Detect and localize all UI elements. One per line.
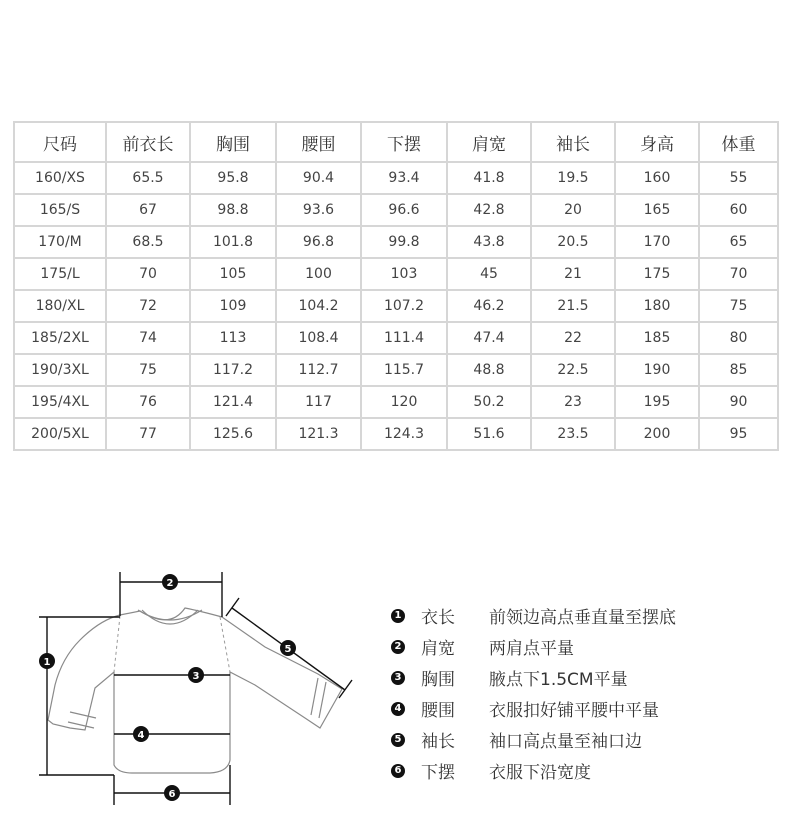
- left-cuff: [68, 712, 96, 728]
- column-header: 下摆: [361, 122, 447, 162]
- table-cell: 75: [106, 354, 190, 386]
- garment-outline: [48, 608, 342, 773]
- table-cell: 111.4: [361, 322, 447, 354]
- table-row: [14, 386, 778, 418]
- table-cell: 65: [699, 226, 778, 258]
- column-header: 尺码: [14, 122, 106, 162]
- table-cell: 20.5: [531, 226, 615, 258]
- table-cell: 112.7: [276, 354, 361, 386]
- table-cell: 190/3XL: [14, 354, 106, 386]
- table-cell: 22: [531, 322, 615, 354]
- table-cell: 76: [106, 386, 190, 418]
- size-chart-table: [13, 121, 779, 451]
- table-cell: 200: [615, 418, 699, 450]
- table-cell: 72: [106, 290, 190, 322]
- legend-item: [391, 693, 676, 724]
- legend-name: 袖长: [421, 732, 455, 752]
- legend-name: 下摆: [421, 763, 455, 783]
- legend-number: 2: [391, 640, 405, 654]
- legend-item: [391, 600, 676, 631]
- legend-description: 腋点下1.5CM平量: [489, 670, 628, 690]
- table-cell: 117.2: [190, 354, 276, 386]
- legend-name: 胸围: [421, 670, 455, 690]
- table-cell: 43.8: [447, 226, 531, 258]
- table-cell: 180: [615, 290, 699, 322]
- table-row: [14, 258, 778, 290]
- table-cell: 46.2: [447, 290, 531, 322]
- table-cell: 95: [699, 418, 778, 450]
- table-body: [14, 162, 778, 450]
- legend-name: 肩宽: [421, 639, 455, 659]
- table-cell: 96.6: [361, 194, 447, 226]
- table-cell: 48.8: [447, 354, 531, 386]
- table-cell: 23.5: [531, 418, 615, 450]
- legend-name: 腰围: [421, 701, 455, 721]
- svg-text:5: 5: [284, 644, 292, 655]
- legend-item: [391, 755, 676, 786]
- table-cell: 96.8: [276, 226, 361, 258]
- table-cell: 180/XL: [14, 290, 106, 322]
- svg-text:2: 2: [166, 578, 174, 589]
- legend-description: 袖口高点量至袖口边: [489, 732, 642, 752]
- table-cell: 107.2: [361, 290, 447, 322]
- marker-2: [162, 574, 178, 590]
- legend-item: [391, 662, 676, 693]
- table-cell: 85: [699, 354, 778, 386]
- table-cell: 22.5: [531, 354, 615, 386]
- table-cell: 170: [615, 226, 699, 258]
- table-cell: 21: [531, 258, 615, 290]
- table-cell: 80: [699, 322, 778, 354]
- table-cell: 175: [615, 258, 699, 290]
- table-cell: 90: [699, 386, 778, 418]
- table-header-row: [14, 122, 778, 162]
- table-cell: 100: [276, 258, 361, 290]
- table-cell: 115.7: [361, 354, 447, 386]
- table-cell: 98.8: [190, 194, 276, 226]
- table-cell: 108.4: [276, 322, 361, 354]
- legend-name: 衣长: [421, 608, 455, 628]
- table-row: [14, 354, 778, 386]
- table-cell: 42.8: [447, 194, 531, 226]
- table-cell: 70: [106, 258, 190, 290]
- marker-1: [39, 653, 55, 669]
- table-row: [14, 418, 778, 450]
- table-cell: 113: [190, 322, 276, 354]
- marker-4: [133, 726, 149, 742]
- table-cell: 21.5: [531, 290, 615, 322]
- table-cell: 68.5: [106, 226, 190, 258]
- table-cell: 95.8: [190, 162, 276, 194]
- legend-number: 1: [391, 609, 405, 623]
- right-cuff: [311, 678, 326, 718]
- table-cell: 103: [361, 258, 447, 290]
- table-row: [14, 322, 778, 354]
- table-cell: 165: [615, 194, 699, 226]
- table-cell: 77: [106, 418, 190, 450]
- table-cell: 185: [615, 322, 699, 354]
- table-cell: 65.5: [106, 162, 190, 194]
- column-header: 腰围: [276, 122, 361, 162]
- table-row: [14, 226, 778, 258]
- table-cell: 90.4: [276, 162, 361, 194]
- table-cell: 120: [361, 386, 447, 418]
- table-cell: 93.4: [361, 162, 447, 194]
- right-seam: [220, 617, 230, 672]
- column-header: 体重: [699, 122, 778, 162]
- marker-5: [280, 640, 296, 656]
- column-header: 前衣长: [106, 122, 190, 162]
- legend-number: 6: [391, 764, 405, 778]
- table-cell: 121.3: [276, 418, 361, 450]
- table-cell: 23: [531, 386, 615, 418]
- table-cell: 93.6: [276, 194, 361, 226]
- table-cell: 99.8: [361, 226, 447, 258]
- garment-measurement-diagram: [0, 560, 380, 820]
- table-cell: 50.2: [447, 386, 531, 418]
- legend-description: 两肩点平量: [489, 639, 574, 659]
- left-seam: [114, 616, 120, 672]
- table-cell: 45: [447, 258, 531, 290]
- collar-inner: [142, 610, 198, 624]
- table-row: [14, 290, 778, 322]
- table-cell: 51.6: [447, 418, 531, 450]
- table-cell: 190: [615, 354, 699, 386]
- table-cell: 175/L: [14, 258, 106, 290]
- table-cell: 101.8: [190, 226, 276, 258]
- legend-description: 衣服扣好铺平腰中平量: [489, 701, 659, 721]
- table-cell: 170/M: [14, 226, 106, 258]
- table-cell: 125.6: [190, 418, 276, 450]
- legend-item: [391, 631, 676, 662]
- column-header: 肩宽: [447, 122, 531, 162]
- svg-text:6: 6: [168, 789, 176, 800]
- table-cell: 117: [276, 386, 361, 418]
- marker-6: [164, 785, 180, 801]
- table-cell: 70: [699, 258, 778, 290]
- legend-number: 5: [391, 733, 405, 747]
- table-cell: 185/2XL: [14, 322, 106, 354]
- column-header: 袖长: [531, 122, 615, 162]
- column-header: 胸围: [190, 122, 276, 162]
- table-cell: 55: [699, 162, 778, 194]
- table-cell: 160: [615, 162, 699, 194]
- legend-description: 前领边高点垂直量至摆底: [489, 608, 676, 628]
- table-cell: 124.3: [361, 418, 447, 450]
- table-cell: 160/XS: [14, 162, 106, 194]
- table-cell: 195/4XL: [14, 386, 106, 418]
- table-row: [14, 194, 778, 226]
- svg-text:4: 4: [137, 730, 145, 741]
- table-cell: 200/5XL: [14, 418, 106, 450]
- table-cell: 121.4: [190, 386, 276, 418]
- legend-item: [391, 724, 676, 755]
- legend-number: 4: [391, 702, 405, 716]
- svg-text:1: 1: [43, 657, 51, 668]
- legend-number: 3: [391, 671, 405, 685]
- legend-description: 衣服下沿宽度: [489, 763, 591, 783]
- table-cell: 165/S: [14, 194, 106, 226]
- table-row: [14, 162, 778, 194]
- table-cell: 41.8: [447, 162, 531, 194]
- table-cell: 75: [699, 290, 778, 322]
- table-cell: 19.5: [531, 162, 615, 194]
- table-cell: 47.4: [447, 322, 531, 354]
- marker-3: [188, 667, 204, 683]
- table-cell: 20: [531, 194, 615, 226]
- column-header: 身高: [615, 122, 699, 162]
- table-cell: 60: [699, 194, 778, 226]
- table-cell: 67: [106, 194, 190, 226]
- table-cell: 74: [106, 322, 190, 354]
- table-cell: 105: [190, 258, 276, 290]
- table-cell: 195: [615, 386, 699, 418]
- measurement-legend: [391, 600, 676, 786]
- table-cell: 109: [190, 290, 276, 322]
- table-cell: 104.2: [276, 290, 361, 322]
- svg-text:3: 3: [192, 671, 200, 682]
